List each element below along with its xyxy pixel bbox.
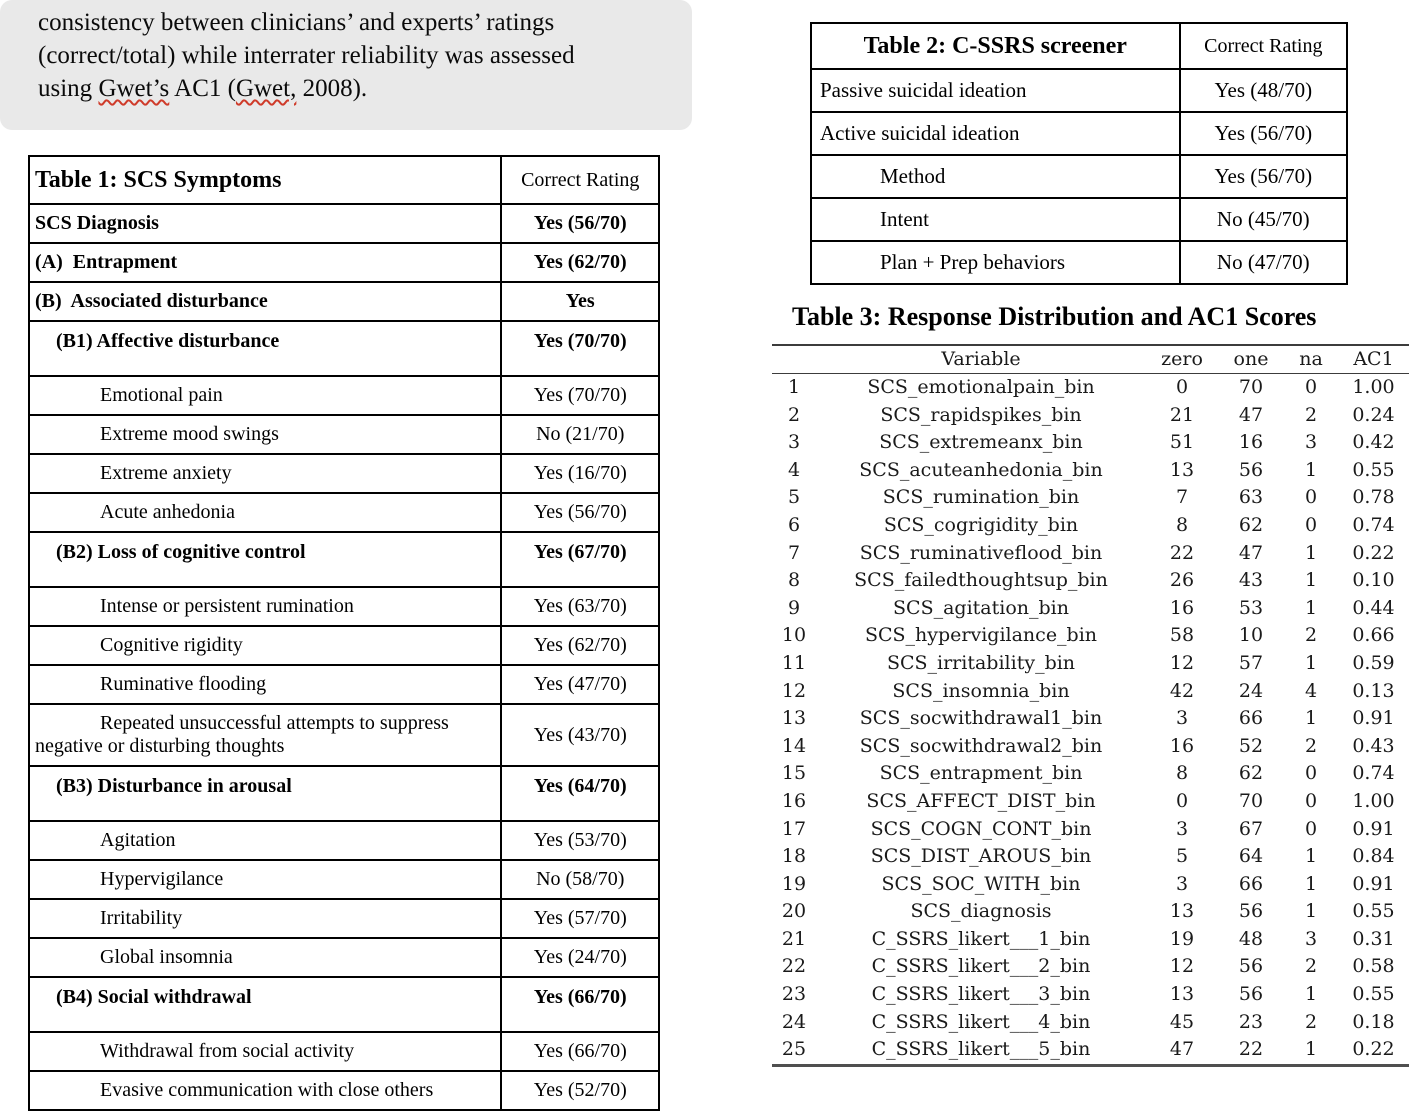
ac1-score: 0.22	[1352, 541, 1395, 564]
spellcheck-flagged-word: Gwet’s	[98, 75, 170, 102]
table3-response-distribution	[772, 344, 1409, 1067]
table1-title: Table 1: SCS Symptoms	[29, 156, 501, 204]
table-row	[772, 484, 1409, 512]
table3-na-header: na	[1284, 345, 1338, 374]
variable-name: SCS_ruminativeflood_bin	[859, 541, 1103, 564]
ac1-score: 0.55	[1352, 458, 1395, 481]
na-count: 1	[1304, 569, 1318, 592]
na-count: 0	[1304, 762, 1318, 785]
symptom-label: (B3) Disturbance in arousal	[29, 766, 501, 821]
table1-correct-rating-header: Correct Rating	[501, 156, 659, 204]
table-row	[29, 321, 659, 376]
variable-name: SCS_irritability_bin	[886, 651, 1076, 674]
row-number: 2	[787, 403, 801, 426]
symptom-label: (A) Entrapment	[29, 243, 501, 282]
variable-name: SCS_cogrigidity_bin	[883, 513, 1079, 536]
one-count: 22	[1238, 1038, 1264, 1061]
correct-rating-value: Yes (52/70)	[501, 1071, 659, 1110]
symptom-label: (B2) Loss of cognitive control	[29, 532, 501, 587]
table3-title: Table 3: Response Distribution and AC1 Scores	[792, 302, 1317, 331]
table-row	[772, 457, 1409, 485]
symptom-label: Cognitive rigidity	[29, 626, 501, 665]
correct-rating-value: Yes (66/70)	[501, 977, 659, 1032]
zero-count: 51	[1169, 431, 1195, 454]
ac1-score: 1.00	[1352, 789, 1395, 812]
table2-header-row	[811, 23, 1347, 69]
table-row	[772, 843, 1409, 871]
zero-count: 13	[1169, 458, 1195, 481]
one-count: 47	[1238, 403, 1264, 426]
table-row	[811, 241, 1347, 284]
correct-rating-value: Yes (56/70)	[1180, 112, 1347, 155]
variable-name: SCS_hypervigilance_bin	[864, 624, 1098, 647]
row-number: 3	[787, 431, 801, 454]
symptom-label: Ruminative flooding	[29, 665, 501, 704]
zero-count: 3	[1175, 707, 1189, 730]
table3-one-header: one	[1218, 345, 1284, 374]
table3-zero-header: zero	[1146, 345, 1218, 374]
one-count: 43	[1238, 569, 1264, 592]
na-count: 1	[1304, 707, 1318, 730]
table-row	[772, 953, 1409, 981]
table-row	[29, 899, 659, 938]
one-count: 64	[1238, 845, 1264, 868]
screener-item-label: Method	[811, 155, 1180, 198]
correct-rating-value: No (21/70)	[501, 415, 659, 454]
correct-rating-value: Yes (62/70)	[501, 626, 659, 665]
one-count: 67	[1238, 817, 1264, 840]
zero-count: 47	[1169, 1038, 1195, 1061]
row-number: 4	[787, 458, 801, 481]
variable-name: C_SSRS_likert___4_bin	[871, 1010, 1091, 1033]
ac1-score: 0.66	[1352, 624, 1395, 647]
row-number: 13	[781, 707, 807, 730]
ac1-score: 0.58	[1352, 955, 1395, 978]
ac1-score: 0.55	[1352, 983, 1395, 1006]
one-count: 48	[1238, 927, 1264, 950]
one-count: 24	[1238, 679, 1264, 702]
row-number: 19	[781, 872, 807, 895]
na-count: 1	[1304, 596, 1318, 619]
variable-name: SCS_diagnosis	[910, 900, 1052, 923]
one-count: 70	[1238, 376, 1264, 398]
symptom-label: Agitation	[29, 821, 501, 860]
table-row	[772, 595, 1409, 623]
one-count: 57	[1238, 651, 1264, 674]
ac1-score: 0.55	[1352, 900, 1395, 923]
ac1-score: 0.13	[1352, 679, 1395, 702]
variable-name: C_SSRS_likert___2_bin	[871, 955, 1091, 978]
na-count: 0	[1304, 513, 1318, 536]
zero-count: 0	[1175, 376, 1189, 398]
row-number: 24	[781, 1010, 807, 1033]
table3-ac1-header: AC1	[1338, 345, 1409, 374]
zero-count: 16	[1169, 596, 1195, 619]
table-row	[772, 650, 1409, 678]
ac1-score: 0.91	[1352, 872, 1395, 895]
ac1-score: 0.44	[1352, 596, 1395, 619]
table-row	[772, 898, 1409, 926]
table-row	[772, 981, 1409, 1009]
row-number: 18	[781, 845, 807, 868]
paragraph-text: (correct/total) while interrater reliability was assessed	[38, 42, 575, 69]
ac1-score: 0.78	[1352, 486, 1395, 509]
variable-name: SCS_rumination_bin	[882, 486, 1080, 509]
symptom-label: Extreme anxiety	[29, 454, 501, 493]
table-row	[772, 816, 1409, 844]
table-row	[772, 871, 1409, 899]
correct-rating-value: Yes (57/70)	[501, 899, 659, 938]
correct-rating-value: Yes (16/70)	[501, 454, 659, 493]
symptom-label: Emotional pain	[29, 376, 501, 415]
variable-name: C_SSRS_likert___3_bin	[871, 983, 1091, 1006]
na-count: 0	[1304, 486, 1318, 509]
variable-name: SCS_socwithdrawal2_bin	[859, 734, 1103, 757]
na-count: 0	[1304, 817, 1318, 840]
zero-count: 19	[1169, 927, 1195, 950]
na-count: 4	[1304, 679, 1318, 702]
correct-rating-value: Yes (56/70)	[501, 493, 659, 532]
methods-note-paragraph	[0, 0, 692, 130]
paragraph-text: consistency between clinicians’ and experts’ ratings	[38, 9, 555, 36]
na-count: 1	[1304, 1038, 1318, 1061]
zero-count: 16	[1169, 734, 1195, 757]
variable-name: SCS_emotionalpain_bin	[867, 376, 1095, 398]
na-count: 1	[1304, 872, 1318, 895]
symptom-label: Global insomnia	[29, 938, 501, 977]
one-count: 10	[1238, 624, 1264, 647]
screener-item-label: Passive suicidal ideation	[811, 69, 1180, 112]
row-number: 10	[781, 624, 807, 647]
table-row	[772, 622, 1409, 650]
table-row	[29, 860, 659, 899]
table-row	[772, 733, 1409, 761]
variable-name: C_SSRS_likert___1_bin	[871, 927, 1091, 950]
row-number: 6	[787, 513, 801, 536]
table-row	[772, 1009, 1409, 1037]
ac1-score: 0.74	[1352, 762, 1395, 785]
na-count: 3	[1304, 431, 1318, 454]
correct-rating-value: Yes	[501, 282, 659, 321]
ac1-score: 0.74	[1352, 513, 1395, 536]
table-row	[811, 198, 1347, 241]
na-count: 2	[1304, 955, 1318, 978]
table-row	[29, 821, 659, 860]
table3-variable-header: Variable	[816, 345, 1146, 374]
table-row	[29, 977, 659, 1032]
table-row	[29, 282, 659, 321]
symptom-label: (B4) Social withdrawal	[29, 977, 501, 1032]
correct-rating-value: Yes (24/70)	[501, 938, 659, 977]
zero-count: 42	[1169, 679, 1195, 702]
row-number: 23	[781, 983, 807, 1006]
na-count: 1	[1304, 900, 1318, 923]
table1-header-row	[29, 156, 659, 204]
table-row	[811, 69, 1347, 112]
symptom-label: Repeated unsuccessful attempts to suppress negative or disturbing thoughts	[29, 704, 501, 766]
table-row	[29, 1032, 659, 1071]
row-number: 16	[781, 789, 807, 812]
row-number: 8	[787, 569, 801, 592]
variable-name: SCS_failedthoughtsup_bin	[854, 569, 1108, 592]
table-row	[772, 926, 1409, 954]
table-row	[772, 512, 1409, 540]
screener-item-label: Active suicidal ideation	[811, 112, 1180, 155]
na-count: 2	[1304, 624, 1318, 647]
ac1-score: 0.84	[1352, 845, 1395, 868]
zero-count: 58	[1169, 624, 1195, 647]
variable-name: SCS_SOC_WITH_bin	[881, 872, 1081, 895]
row-number: 17	[781, 817, 807, 840]
one-count: 66	[1238, 872, 1264, 895]
na-count: 2	[1304, 734, 1318, 757]
ac1-score: 0.24	[1352, 403, 1395, 426]
one-count: 56	[1238, 955, 1264, 978]
table-row	[772, 402, 1409, 430]
ac1-score: 0.91	[1352, 707, 1395, 730]
table-row	[29, 766, 659, 821]
na-count: 1	[1304, 541, 1318, 564]
one-count: 56	[1238, 983, 1264, 1006]
paragraph-text: AC1 (	[169, 75, 236, 102]
zero-count: 3	[1175, 817, 1189, 840]
na-count: 1	[1304, 458, 1318, 481]
ac1-score: 0.42	[1352, 431, 1395, 454]
variable-name: SCS_rapidspikes_bin	[880, 403, 1082, 426]
na-count: 1	[1304, 651, 1318, 674]
table-row	[772, 540, 1409, 568]
variable-name: SCS_COGN_CONT_bin	[870, 817, 1092, 840]
variable-name: SCS_agitation_bin	[893, 596, 1069, 619]
table-row	[29, 626, 659, 665]
row-number: 14	[781, 734, 807, 757]
table-row	[29, 415, 659, 454]
screener-item-label: Intent	[811, 198, 1180, 241]
variable-name: SCS_socwithdrawal1_bin	[859, 707, 1103, 730]
paragraph-text: 2008).	[296, 75, 368, 102]
table3-header-row	[772, 345, 1409, 374]
ac1-score: 0.18	[1352, 1010, 1395, 1033]
one-count: 56	[1238, 458, 1264, 481]
variable-name: SCS_insomnia_bin	[892, 679, 1070, 702]
correct-rating-value: Yes (63/70)	[501, 587, 659, 626]
symptom-label: Acute anhedonia	[29, 493, 501, 532]
one-count: 66	[1238, 707, 1264, 730]
variable-name: SCS_AFFECT_DIST_bin	[866, 789, 1096, 812]
variable-name: SCS_entrapment_bin	[879, 762, 1083, 785]
zero-count: 3	[1175, 872, 1189, 895]
correct-rating-value: No (58/70)	[501, 860, 659, 899]
table-row	[29, 665, 659, 704]
zero-count: 8	[1175, 762, 1189, 785]
table-row	[772, 678, 1409, 706]
table-row	[29, 532, 659, 587]
zero-count: 8	[1175, 513, 1189, 536]
table-row	[772, 567, 1409, 595]
ac1-score: 0.59	[1352, 651, 1395, 674]
table-row	[772, 1036, 1409, 1065]
zero-count: 12	[1169, 651, 1195, 674]
table2-correct-rating-header: Correct Rating	[1180, 23, 1347, 69]
variable-name: SCS_extremeanx_bin	[879, 431, 1083, 454]
table-row	[29, 704, 659, 766]
row-number: 9	[787, 596, 801, 619]
table-row	[29, 454, 659, 493]
symptom-label: Irritability	[29, 899, 501, 938]
zero-count: 45	[1169, 1010, 1195, 1033]
correct-rating-value: Yes (66/70)	[501, 1032, 659, 1071]
zero-count: 22	[1169, 541, 1195, 564]
table1-scs-symptoms	[28, 155, 660, 1111]
spellcheck-flagged-word: Gwet,	[235, 75, 297, 102]
na-count: 0	[1304, 376, 1318, 398]
table-row	[811, 112, 1347, 155]
ac1-score: 0.31	[1352, 927, 1395, 950]
table-row	[772, 788, 1409, 816]
correct-rating-value: No (47/70)	[1180, 241, 1347, 284]
correct-rating-value: Yes (62/70)	[501, 243, 659, 282]
na-count: 1	[1304, 983, 1318, 1006]
row-number: 25	[781, 1038, 807, 1061]
na-count: 1	[1304, 845, 1318, 868]
symptom-label: Intense or persistent rumination	[29, 587, 501, 626]
zero-count: 13	[1169, 983, 1195, 1006]
table-row	[29, 243, 659, 282]
ac1-score: 0.91	[1352, 817, 1395, 840]
row-number: 1	[787, 376, 801, 398]
correct-rating-value: Yes (48/70)	[1180, 69, 1347, 112]
table2-title: Table 2: C-SSRS screener	[811, 23, 1180, 69]
zero-count: 12	[1169, 955, 1195, 978]
zero-count: 7	[1175, 486, 1189, 509]
ac1-score: 0.22	[1352, 1038, 1395, 1061]
symptom-label: (B1) Affective disturbance	[29, 321, 501, 376]
table-row	[29, 1071, 659, 1110]
correct-rating-value: Yes (64/70)	[501, 766, 659, 821]
row-number: 15	[781, 762, 807, 785]
ac1-score: 0.10	[1352, 569, 1395, 592]
one-count: 62	[1238, 513, 1264, 536]
zero-count: 26	[1169, 569, 1195, 592]
table3-index-header	[772, 345, 816, 374]
correct-rating-value: Yes (56/70)	[1180, 155, 1347, 198]
one-count: 16	[1238, 431, 1264, 454]
correct-rating-value: Yes (70/70)	[501, 321, 659, 376]
correct-rating-value: Yes (70/70)	[501, 376, 659, 415]
table-row	[772, 705, 1409, 733]
table-row	[29, 938, 659, 977]
one-count: 62	[1238, 762, 1264, 785]
na-count: 0	[1304, 789, 1318, 812]
one-count: 47	[1238, 541, 1264, 564]
row-number: 11	[781, 651, 807, 674]
correct-rating-value: No (45/70)	[1180, 198, 1347, 241]
one-count: 56	[1238, 900, 1264, 923]
paragraph-text: using	[38, 75, 99, 102]
row-number: 12	[781, 679, 807, 702]
symptom-label: Evasive communication with close others	[29, 1071, 501, 1110]
correct-rating-value: Yes (67/70)	[501, 532, 659, 587]
correct-rating-value: Yes (43/70)	[501, 704, 659, 766]
variable-name: SCS_DIST_AROUS_bin	[870, 845, 1092, 868]
symptom-label: (B) Associated disturbance	[29, 282, 501, 321]
one-count: 63	[1238, 486, 1264, 509]
ac1-score: 0.43	[1352, 734, 1395, 757]
variable-name: SCS_acuteanhedonia_bin	[859, 458, 1103, 481]
symptom-label: Extreme mood swings	[29, 415, 501, 454]
table-row	[29, 587, 659, 626]
table-row	[772, 429, 1409, 457]
correct-rating-value: Yes (53/70)	[501, 821, 659, 860]
na-count: 2	[1304, 1010, 1318, 1033]
zero-count: 13	[1169, 900, 1195, 923]
row-number: 20	[781, 900, 807, 923]
symptom-label: SCS Diagnosis	[29, 204, 501, 243]
one-count: 23	[1238, 1010, 1264, 1033]
table-row	[29, 204, 659, 243]
ac1-score: 1.00	[1352, 376, 1395, 398]
na-count: 2	[1304, 403, 1318, 426]
zero-count: 21	[1169, 403, 1195, 426]
one-count: 53	[1238, 596, 1264, 619]
one-count: 70	[1238, 789, 1264, 812]
table-row	[29, 376, 659, 415]
row-number: 21	[781, 927, 807, 950]
table2-cssrs-screener	[810, 22, 1348, 285]
symptom-label: Withdrawal from social activity	[29, 1032, 501, 1071]
table-row	[772, 374, 1409, 402]
table-row	[29, 493, 659, 532]
row-number: 7	[787, 541, 801, 564]
table-row	[772, 760, 1409, 788]
correct-rating-value: Yes (56/70)	[501, 204, 659, 243]
one-count: 52	[1238, 734, 1264, 757]
table-row	[811, 155, 1347, 198]
row-number: 22	[781, 955, 807, 978]
na-count: 3	[1304, 927, 1318, 950]
row-number: 5	[787, 486, 801, 509]
correct-rating-value: Yes (47/70)	[501, 665, 659, 704]
screener-item-label: Plan + Prep behaviors	[811, 241, 1180, 284]
symptom-label: Hypervigilance	[29, 860, 501, 899]
zero-count: 0	[1175, 789, 1189, 812]
zero-count: 5	[1175, 845, 1189, 868]
variable-name: C_SSRS_likert___5_bin	[871, 1038, 1091, 1061]
